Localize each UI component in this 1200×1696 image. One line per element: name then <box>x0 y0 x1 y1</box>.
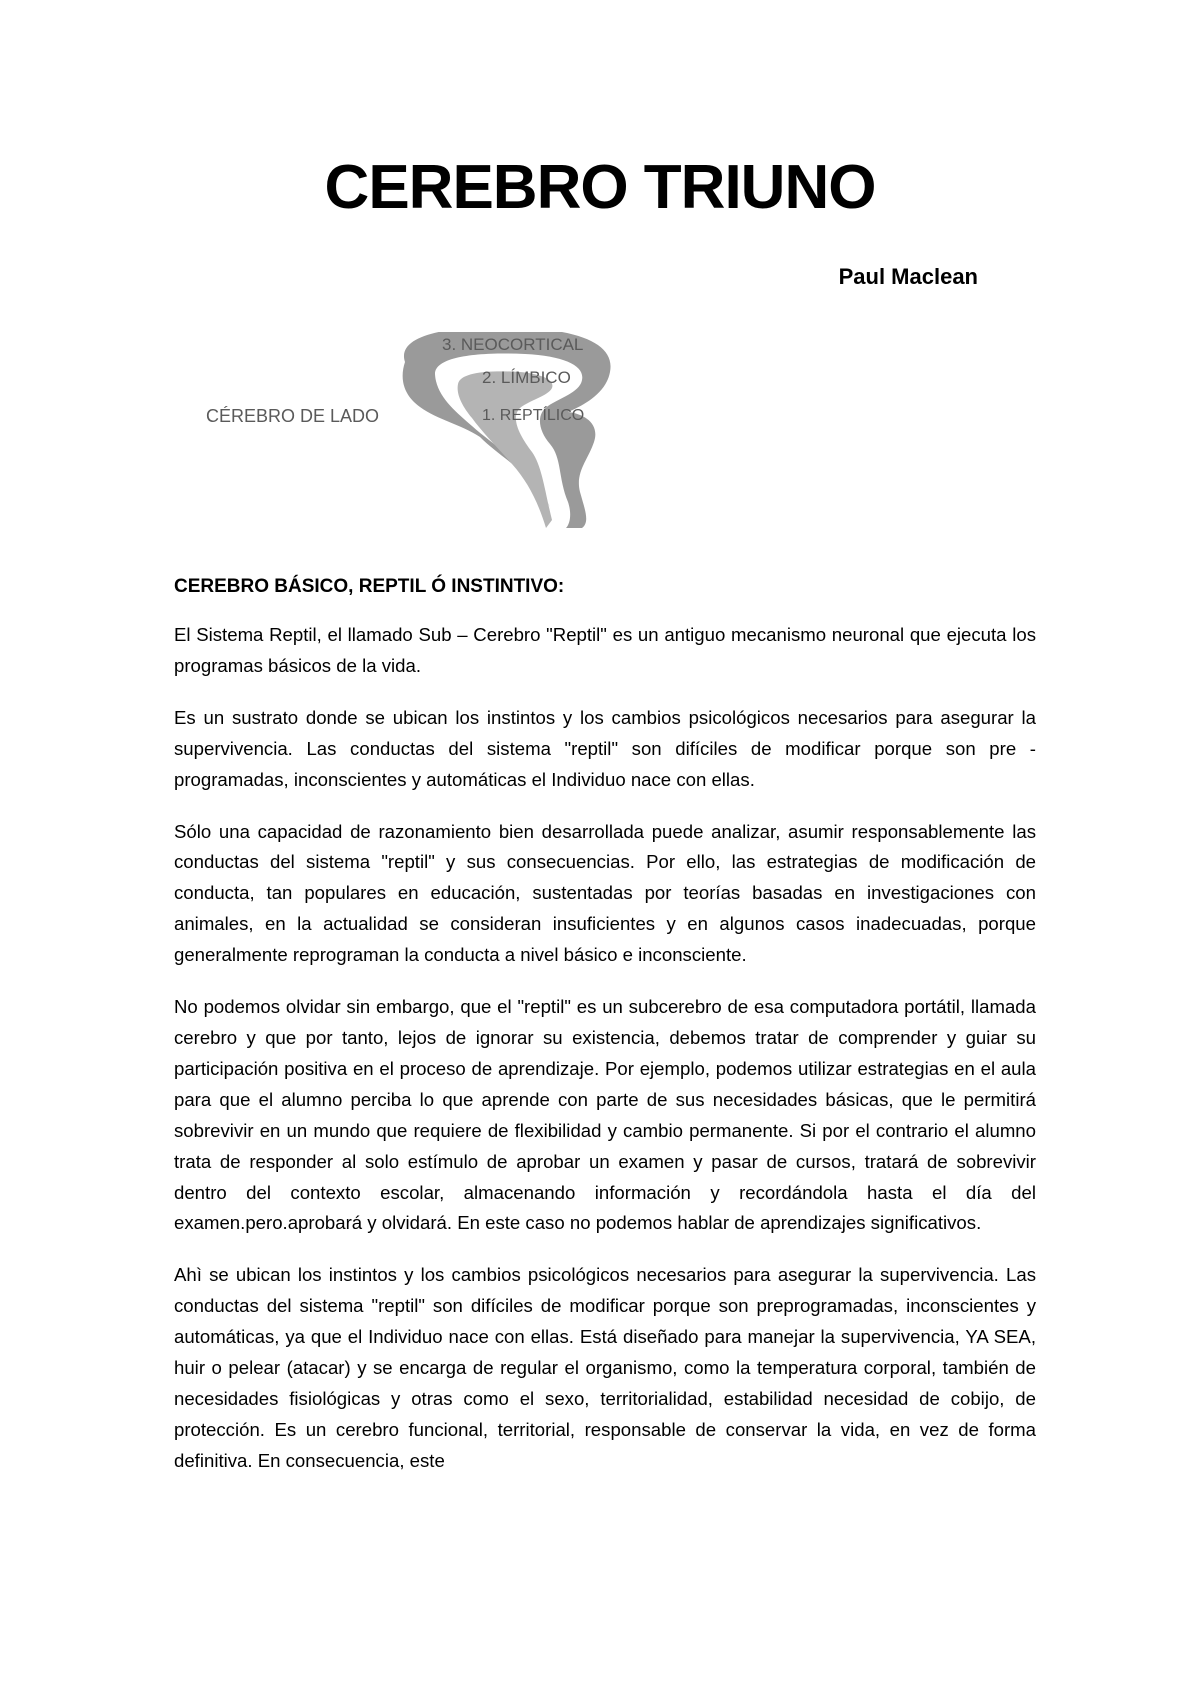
paragraph: Sólo una capacidad de razonamiento bien desarrollada puede analizar, asumir responsablemente las conductas del sistema "reptil" y sus consecuencias. Por ello, las estrategias de modificación de conducta, tan populares en educación, sustentadas por teorías basadas en investigaciones con animales, en la actualidad se consideran insuficientes y en algunos casos inadecuadas, porque generalmente reprograman la conducta a nivel básico e inconsciente. <box>174 820 1036 966</box>
reptilian-label: 1. REPTÍLICO <box>482 407 585 424</box>
paragraph: Es un sustrato donde se ubican los instintos y los cambios psicológicos necesarios para asegurar la supervivencia. Las conductas del sistema "reptil" son difíciles de modificar porque son pre - programadas, inconscientes y automáticas el Individuo nace con ellas. <box>174 706 1036 790</box>
figure-side-label: CÉREBRO DE LADO <box>206 406 380 426</box>
triune-brain-figure <box>190 332 660 532</box>
neocortical-label: 3. NEOCORTICAL <box>442 335 584 354</box>
paragraph: El Sistema Reptil, el llamado Sub – Cerebro "Reptil" es un antiguo mecanismo neuronal que ejecuta los programas básicos de la vida. <box>174 624 1036 676</box>
paragraph: Ahì se ubican los instintos y los cambios psicológicos necesarios para asegurar la supervivencia. Las conductas del sistema "reptil" son difíciles de modificar porque son preprogramadas, inconscientes y automáticas, ya que el Individuo nace con ellas. Está diseñado para manejar la supervivencia, YA SEA, huir o pelear (atacar) y se encarga de regular el organismo, como la temperatura corporal, también de necesidades fisiológicas y otras como el sexo, territorialidad, estabilidad necesidad de cobijo, de protección. Es un cerebro funcional, territorial, responsable de conservar la vida, en vez de forma definitiva. En consecuencia, este <box>174 1264 1036 1471</box>
body-text <box>174 620 1036 1498</box>
page-title: CEREBRO TRIUNO <box>324 153 876 222</box>
author-name: Paul Maclean <box>838 264 978 289</box>
section-heading: CEREBRO BÁSICO, REPTIL Ó INSTINTIVO: <box>174 576 565 597</box>
limbic-label: 2. LÍMBICO <box>482 368 571 387</box>
paragraph: No podemos olvidar sin embargo, que el "reptil" es un subcerebro de esa computadora portátil, llamada cerebro y que por tanto, lejos de ignorar su existencia, debemos tratar de comprender y guiar su participación positiva en el proceso de aprendizaje. Por ejemplo, podemos utilizar estrategias en el aula para que el alumno perciba lo que aprende con parte de sus necesidades básicas, que le permitirá sobrevivir en un mundo que requiere de flexibilidad y cambio permanente. Si por el contrario el alumno trata de responder al solo estímulo de aprobar un examen y pasar de cursos, tratará de sobrevivir dentro del contexto escolar, almacenando información y recordándola hasta el día del examen.pero.aprobará y olvidará. En este caso no podemos hablar de aprendizajes significativos. <box>174 996 1036 1234</box>
